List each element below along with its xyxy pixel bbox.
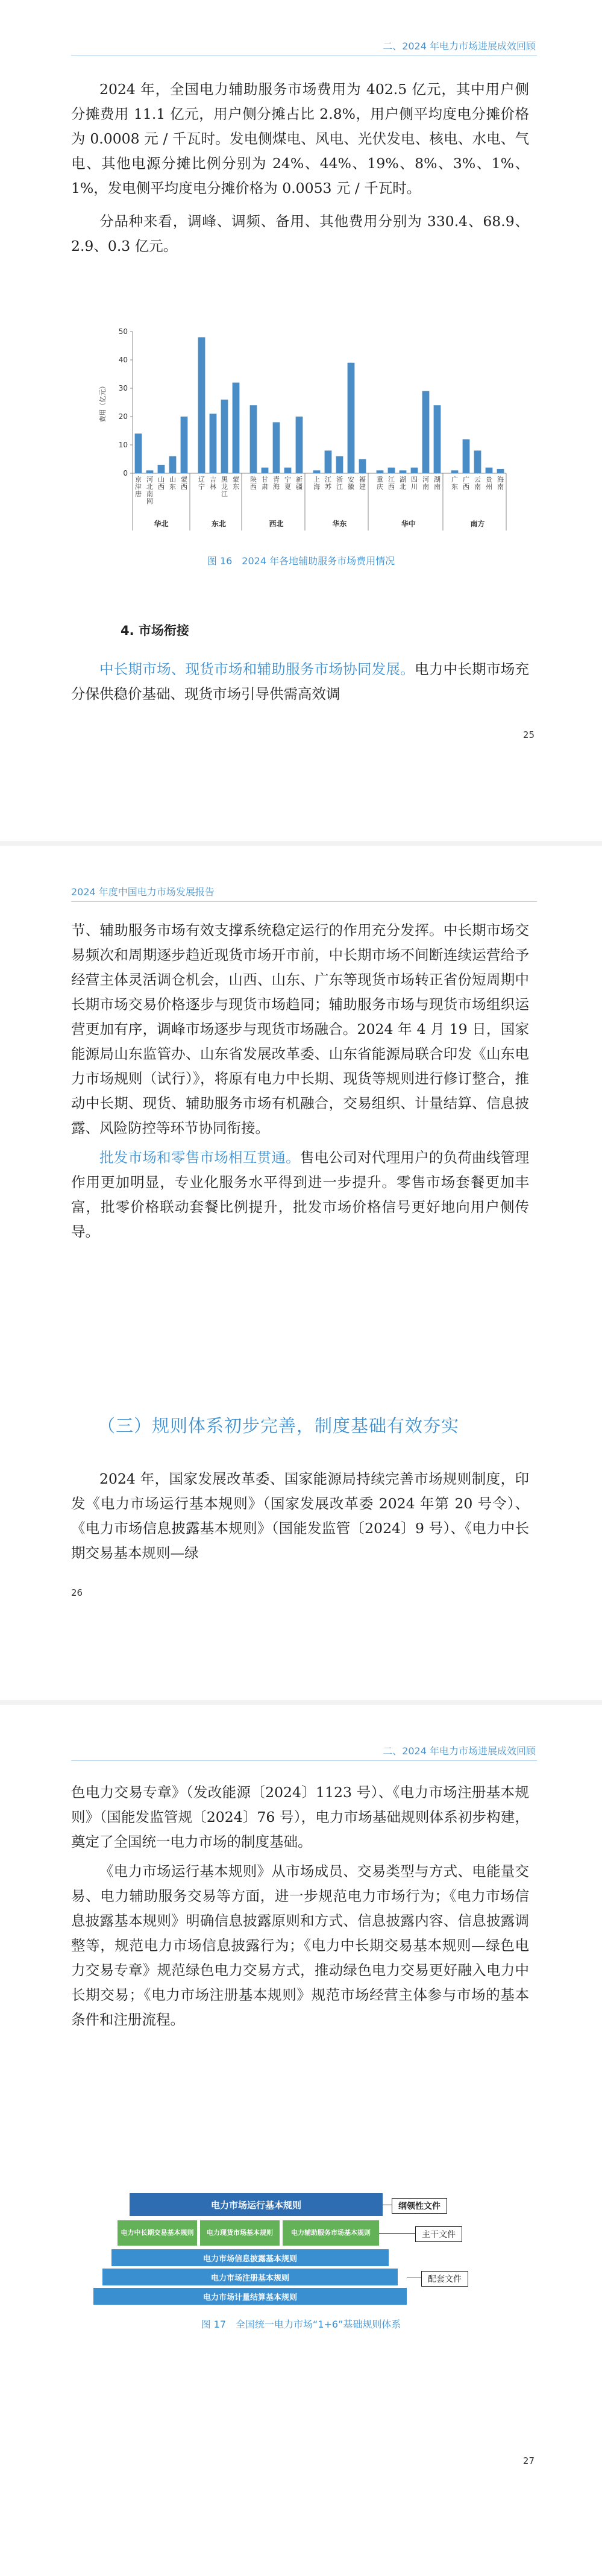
paragraph: 《电力市场运行基本规则》从市场成员、交易类型与方式、电能量交易、电力辅助服务交易等方面，进一步规范电力市场行为；《电力市场信息披露基本规则》明确信息披露原则和方式、信息披露内容、信息披露调整等，规范电力市场信息披露行为；《电力中长期交易基本规则—绿色电力交易专章》规范绿色电力交易方式，推动绿色电力交易更好融入电力中长期交易；《电力市场注册基本规则》规范市场经营主体参与市场的基本条件和注册流程。 bbox=[71, 1863, 529, 2028]
bar bbox=[210, 414, 217, 473]
bar bbox=[169, 456, 177, 473]
bar bbox=[434, 405, 441, 473]
bar bbox=[181, 417, 188, 473]
body-text-block bbox=[71, 918, 529, 1244]
x-tick-label: 青海 bbox=[273, 476, 280, 491]
x-tick-label: 广西 bbox=[463, 476, 469, 491]
bar bbox=[463, 439, 470, 473]
x-tick-label: 山东 bbox=[169, 476, 176, 491]
x-tick-label: 海南 bbox=[497, 476, 504, 491]
x-tick-label: 蒙东 bbox=[233, 476, 239, 491]
x-tick-label: 宁夏 bbox=[284, 476, 291, 491]
paragraph: 节、辅助服务市场有效支撑系统稳定运行的作用充分发挥。中长期市场交易频次和周期逐步趋近现货市场开市前，中长期市场不间断连续运营给予经营主体灵活调仓机会，山西、山东、广东等现货市场转正省份短周期中长期市场交易价格逐步与现货市场趋同；辅助服务市场与现货市场组织运营更加有序，调峰市场逐步与现货市场融合。2024 年 4 月 19 日，国家能源局山东监管办、山东省发展改革委、山东省能源局联合印发《山东电力市场规则（试行）》，将原有电力中长期、现货等规则进行修订整合，推动中长期、现货、辅助服务市场有机融合，交易组织、计量结算、信息披露、风险防控等环节协同衔接。 bbox=[71, 922, 529, 1136]
body-text-block bbox=[71, 1467, 529, 1566]
bar bbox=[233, 383, 240, 473]
bar bbox=[336, 456, 343, 473]
paragraph: 2024 年，全国电力辅助服务市场费用为 402.5 亿元，其中用户侧分摊费用 11.1 亿元，用户侧分摊占比 2.8%，用户侧平均度电分摊价格为 0.0008 元 / 千瓦时。发电侧煤电、风电、光伏发电、核电、水电、气电、其他电源分摊比例分别为 24%、44%、19%、8%、3%、1%、1%，发电侧平均度电分摊价格为 0.0053 元 / 千瓦时。 bbox=[71, 81, 529, 197]
x-tick-label: 安徽 bbox=[348, 476, 354, 491]
paragraph: 色电力交易专章》（发改能源〔2024〕1123 号）、《电力市场注册基本规则》（国能发监管规〔2024〕76 号），电力市场基础规则体系初步构建，奠定了全国统一电力市场的制度基础。 bbox=[71, 1784, 529, 1850]
y-tick-label: 40 bbox=[118, 356, 128, 364]
bar bbox=[158, 465, 165, 473]
x-tick-label: 山西 bbox=[158, 476, 165, 491]
bar bbox=[250, 405, 257, 473]
header-rule bbox=[71, 55, 537, 56]
bar bbox=[325, 450, 332, 473]
bar bbox=[313, 470, 321, 473]
page-number: 26 bbox=[71, 1587, 83, 1598]
page-26 bbox=[0, 846, 602, 1700]
paragraph bbox=[71, 1145, 529, 1244]
x-tick-label: 云南 bbox=[474, 476, 481, 491]
bar bbox=[451, 470, 459, 473]
group-label: 华中 bbox=[401, 520, 416, 528]
tag-guiding: 纲领性文件 bbox=[392, 2198, 447, 2214]
group-label: 西北 bbox=[269, 520, 284, 528]
x-tick-label: 辽宁 bbox=[198, 476, 205, 491]
figure-caption: 图 17 全国统一电力市场“1+6”基础规则体系 bbox=[201, 2319, 401, 2330]
x-tick-label: 福建 bbox=[359, 476, 366, 491]
bar-chart bbox=[96, 326, 518, 546]
top-rule-box: 电力市场运行基本规则 bbox=[130, 2193, 383, 2216]
x-tick-label: 江苏 bbox=[325, 476, 331, 491]
group-label: 东北 bbox=[211, 520, 227, 528]
bar bbox=[221, 400, 228, 473]
page-number: 25 bbox=[522, 729, 535, 740]
highlight-text: 中长期市场、现货市场和辅助服务市场协同发展。 bbox=[99, 661, 415, 678]
running-head: 2024 年度中国电力市场发展报告 bbox=[71, 886, 215, 898]
page-number: 27 bbox=[522, 2455, 535, 2466]
bar bbox=[146, 470, 154, 473]
x-tick-label: 四川 bbox=[411, 476, 418, 491]
tag-main: 主干文件 bbox=[415, 2226, 462, 2242]
x-tick-label: 湖南 bbox=[434, 476, 441, 491]
bar bbox=[198, 337, 205, 473]
y-axis-label: 费用（亿元） bbox=[99, 382, 107, 423]
x-tick-label: 河北南网 bbox=[146, 476, 153, 505]
paragraph bbox=[71, 657, 529, 707]
x-tick-label: 重庆 bbox=[377, 476, 383, 491]
bar bbox=[486, 468, 493, 473]
middle-rule-box: 电力现货市场基本规则 bbox=[200, 2220, 280, 2246]
y-tick-label: 30 bbox=[118, 384, 128, 392]
highlight-text: 批发市场和零售市场相互贯通。 bbox=[99, 1149, 300, 1166]
x-tick-label: 湖北 bbox=[400, 476, 406, 491]
middle-rule-box: 电力中长期交易基本规则 bbox=[118, 2220, 197, 2246]
x-tick-label: 陕西 bbox=[250, 476, 257, 491]
x-tick-label: 京津唐 bbox=[135, 476, 142, 498]
layer-box: 电力市场注册基本规则 bbox=[102, 2269, 398, 2285]
x-tick-label: 河南 bbox=[422, 476, 429, 491]
header-rule bbox=[71, 1760, 537, 1761]
x-tick-label: 贵州 bbox=[486, 476, 492, 491]
page-25 bbox=[0, 0, 602, 841]
bar bbox=[135, 433, 142, 473]
group-label: 华北 bbox=[154, 520, 169, 528]
bar bbox=[296, 417, 303, 473]
section-heading: （三）规则体系初步完善，制度基础有效夯实 bbox=[98, 1416, 460, 1436]
running-head: 二、2024 年电力市场进展成效回顾 bbox=[383, 1745, 536, 1757]
middle-rule-box: 电力辅助服务市场基本规则 bbox=[283, 2220, 379, 2246]
paragraph: 分品种来看，调峰、调频、备用、其他费用分别为 330.4、68.9、2.9、0.3 亿元。 bbox=[71, 213, 529, 254]
x-tick-label: 新疆 bbox=[296, 476, 303, 491]
body-text-block bbox=[71, 657, 529, 707]
running-head: 二、2024 年电力市场进展成效回顾 bbox=[383, 40, 536, 52]
y-tick-label: 0 bbox=[123, 469, 128, 477]
bar bbox=[474, 450, 481, 473]
y-tick-label: 10 bbox=[118, 441, 128, 449]
x-tick-label: 浙江 bbox=[336, 476, 343, 491]
body-text-block bbox=[71, 77, 529, 259]
x-tick-label: 吉林 bbox=[210, 476, 216, 491]
bar bbox=[284, 468, 292, 473]
x-tick-label: 广东 bbox=[451, 476, 458, 491]
bar bbox=[411, 468, 418, 473]
tag-support: 配套文件 bbox=[421, 2271, 468, 2287]
figure-caption: 图 16 2024 年各地辅助服务市场费用情况 bbox=[207, 555, 395, 567]
x-tick-label: 黑龙江 bbox=[221, 476, 228, 498]
paragraph: 2024 年，国家发展改革委、国家能源局持续完善市场规则制度，印发《电力市场运行基本规则》（国家发展改革委 2024 年第 20 号令）、《电力市场信息披露基本规则》（国能发监管〔2024〕9 号）、《电力中长期交易基本规则—绿 bbox=[71, 1470, 529, 1561]
body-text-block bbox=[71, 1780, 529, 2032]
bar bbox=[348, 363, 355, 473]
x-tick-label: 蒙西 bbox=[181, 476, 187, 491]
section-heading: 4. 市场衔接 bbox=[121, 623, 189, 638]
paragraph-text: 售电公司对代理用户的负荷曲线管理作用更加明显，专业化服务水平得到进一步提升。零售市场套餐更加丰富，批零价格联动套餐比例提升，批发市场价格信号更好地向用户侧传导。 bbox=[71, 1149, 530, 1240]
bar bbox=[400, 470, 407, 473]
paragraph-text: 电力中长期市场充分保供稳价基础、现货市场引导供需高效调 bbox=[71, 661, 530, 702]
group-label: 南方 bbox=[470, 520, 485, 528]
layer-box: 电力市场信息披露基本规则 bbox=[111, 2249, 389, 2266]
group-label: 华东 bbox=[332, 520, 347, 528]
layer-box: 电力市场计量结算基本规则 bbox=[93, 2288, 407, 2305]
x-tick-label: 上海 bbox=[313, 476, 320, 491]
page-27 bbox=[0, 1705, 602, 2576]
bar bbox=[422, 391, 430, 473]
x-tick-label: 甘肃 bbox=[262, 476, 268, 491]
bar bbox=[497, 469, 504, 473]
bar bbox=[262, 468, 269, 473]
header-rule bbox=[71, 901, 537, 902]
bar bbox=[273, 422, 280, 473]
y-tick-label: 50 bbox=[118, 327, 128, 336]
x-tick-label: 江西 bbox=[388, 476, 395, 491]
bar bbox=[388, 468, 395, 473]
bar bbox=[359, 459, 366, 474]
bar bbox=[377, 470, 384, 473]
y-tick-label: 20 bbox=[118, 412, 128, 421]
